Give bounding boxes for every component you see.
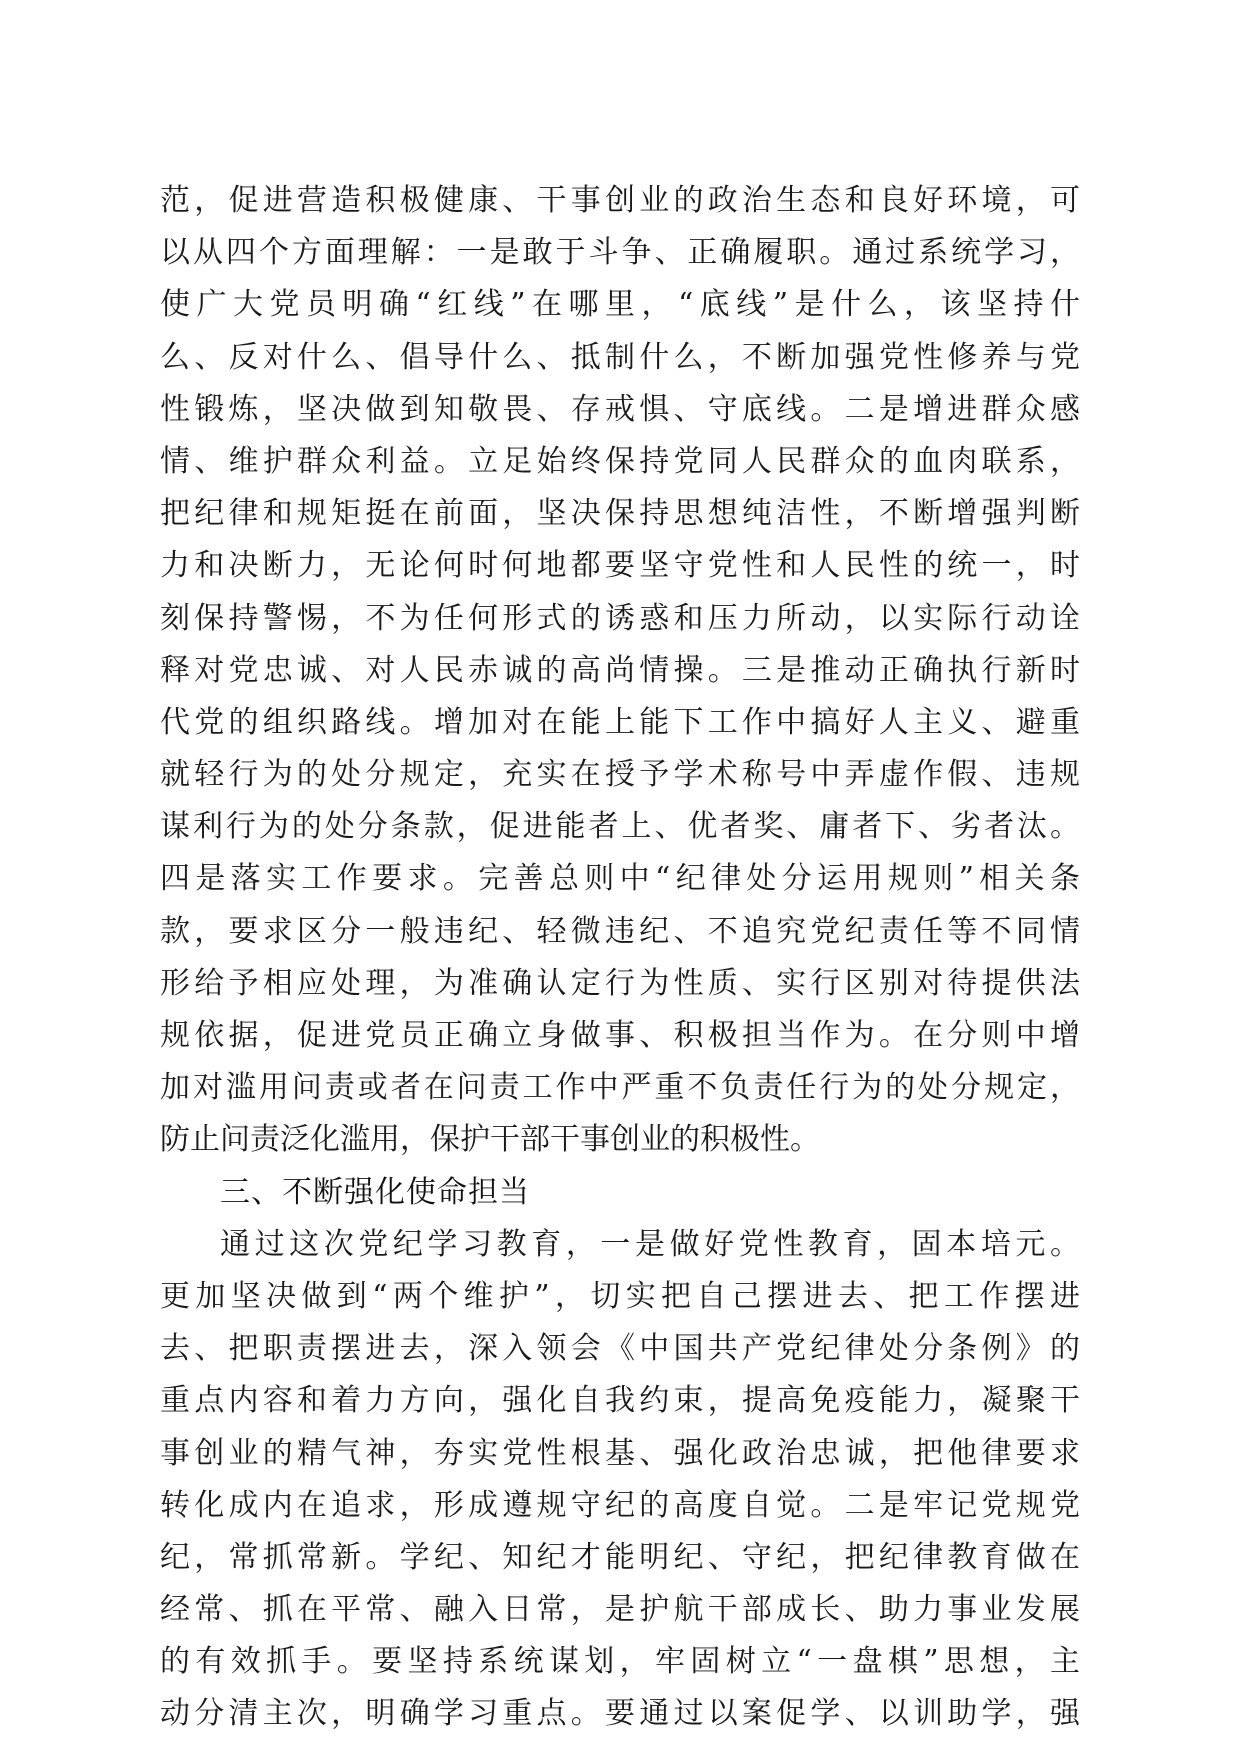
- text-line: 通过这次党纪学习教育，一是做好党性教育，固本培元。: [220, 1226, 1080, 1262]
- text-line: 性锻炼，坚决做到知敬畏、存戒惧、守底线。二是增进群众感: [160, 391, 1080, 427]
- text-line: 以从四个方面理解：一是敢于斗争、正确履职。通过系统学习，: [160, 235, 1080, 271]
- text-line: 释对党忠诚、对人民赤诚的高尚情操。三是推动正确执行新时: [160, 652, 1080, 688]
- text-line: 么、反对什么、倡导什么、抵制什么，不断加强党性修养与党: [160, 339, 1080, 375]
- text-line: 防止问责泛化滥用，保护干部干事创业的积极性。: [160, 1122, 820, 1158]
- document-body: [160, 175, 1080, 1741]
- text-line: 刻保持警惕，不为任何形式的诱惑和压力所动，以实际行动诠: [160, 600, 1080, 636]
- text-line: 事创业的精气神，夯实党性根基、强化政治忠诚，把他律要求: [160, 1435, 1080, 1471]
- text-line: 形给予相应处理，为准确认定行为性质、实行区别对待提供法: [160, 965, 1080, 1001]
- text-line: 代党的组织路线。增加对在能上能下工作中搞好人主义、避重: [160, 704, 1080, 740]
- text-line: 力和决断力，无论何时何地都要坚守党性和人民性的统一，时: [160, 548, 1080, 584]
- text-line: 谋利行为的处分条款，促进能者上、优者奖、庸者下、劣者汰。: [160, 809, 1080, 845]
- text-line: 规依据，促进党员正确立身做事、积极担当作为。在分则中增: [160, 1018, 1080, 1053]
- paragraph: [160, 1219, 1080, 1741]
- paragraph-continued: [160, 175, 1080, 1167]
- text-line: 情、维护群众利益。立足始终保持党同人民群众的血肉联系，: [160, 443, 1080, 479]
- text-line: 就轻行为的处分规定，充实在授予学术称号中弄虚作假、违规: [160, 757, 1080, 793]
- text-line: 加对滥用问责或者在问责工作中严重不负责任行为的处分规定，: [160, 1070, 1080, 1106]
- text-line: 使广大党员明确“红线”在哪里，“底线”是什么，该坚持什: [160, 287, 1080, 323]
- text-line: 四是落实工作要求。完善总则中“纪律处分运用规则”相关条: [160, 861, 1080, 897]
- text-line: 范，促进营造积极健康、干事创业的政治生态和良好环境，可: [160, 183, 1080, 218]
- text-line: 动分清主次，明确学习重点。要通过以案促学、以训助学，强: [160, 1696, 1080, 1732]
- text-line: 把纪律和规矩挺在前面，坚决保持思想纯洁性，不断增强判断: [160, 496, 1080, 532]
- text-line: 转化成内在追求，形成遵规守纪的高度自觉。二是牢记党规党: [160, 1487, 1080, 1523]
- text-line: 去、把职责摆进去，深入领会《中国共产党纪律处分条例》的: [160, 1331, 1080, 1367]
- text-line: 纪，常抓常新。学纪、知纪才能明纪、守纪，把纪律教育做在: [160, 1539, 1080, 1575]
- text-line: 重点内容和着力方向，强化自我约束，提高免疫能力，凝聚干: [160, 1383, 1080, 1419]
- text-line: 经常、抓在平常、融入日常，是护航干部成长、助力事业发展: [160, 1592, 1080, 1628]
- section-heading: 三、不断强化使命担当: [220, 1174, 530, 1210]
- text-line: 更加坚决做到“两个维护”，切实把自己摆进去、把工作摆进: [160, 1278, 1080, 1314]
- text-line: 款，要求区分一般违纪、轻微违纪、不追究党纪责任等不同情: [160, 913, 1080, 949]
- text-line: 的有效抓手。要坚持系统谋划，牢固树立“一盘棋”思想，主: [160, 1644, 1080, 1680]
